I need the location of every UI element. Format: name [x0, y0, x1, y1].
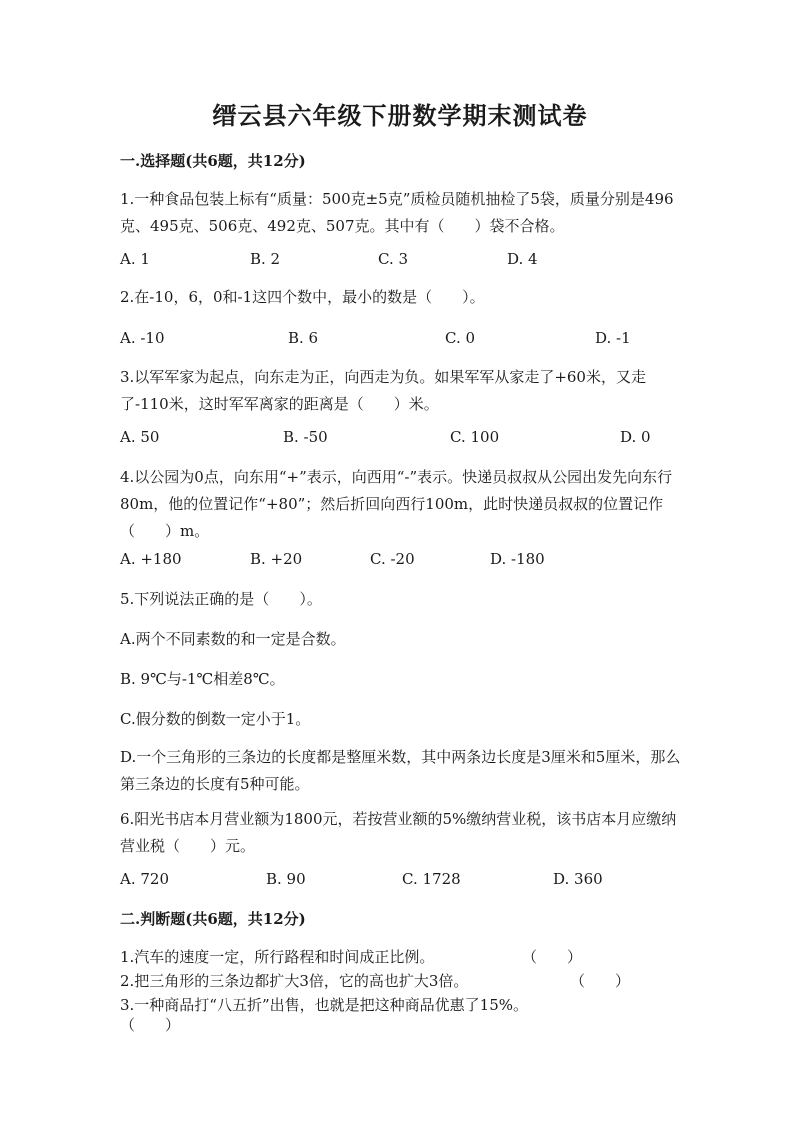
judgement-1-text: 1.汽车的速度一定，所行路程和时间成正比例。	[120, 948, 435, 966]
option-b: B. -50	[283, 428, 328, 446]
question-4-options	[120, 550, 680, 570]
option-b: B. 90	[266, 870, 306, 888]
option-c: C. 100	[450, 428, 500, 446]
question-5-option-c: C.假分数的倒数一定小于1。	[120, 710, 311, 728]
question-6-text: 6.阳光书店本月营业额为1800元，若按营业额的5%缴纳营业税，该书店本月应缴纳营业税（ ）元。	[120, 810, 677, 855]
page-title: 缙云县六年级下册数学期末测试卷	[212, 101, 588, 130]
question-4-text: 4.以公园为0点，向东用“+”表示，向西用“-”表示。快递员叔叔从公园出发先向东行80m，他的位置记作“+80”；然后折回向西行100m，此时快递员叔叔的位置记作（ ）m。	[120, 468, 673, 540]
option-b: B. +20	[250, 550, 303, 568]
question-5-option-b: B. 9℃与-1℃相差8℃。	[120, 670, 285, 688]
option-b: B. 2	[250, 250, 281, 268]
option-c: C. -20	[370, 550, 415, 568]
option-b: B. 6	[288, 329, 319, 347]
question-1-options	[120, 250, 680, 270]
option-a: A. -10	[120, 329, 165, 347]
question-3-text: 3.以军军家为起点，向东走为正，向西走为负。如果军军从家走了+60米，又走了-110米，这时军军离家的距离是（ ）米。	[120, 368, 646, 413]
question-5-option-d: D.一个三角形的三条边的长度都是整厘米数，其中两条边长度是3厘米和5厘米，那么第三条边的长度有5种可能。	[120, 748, 681, 793]
option-d: D. 360	[553, 870, 603, 888]
question-2-options	[120, 329, 680, 349]
option-a: A. 720	[120, 870, 169, 888]
question-5-text: 5.下列说法正确的是（ ）。	[120, 590, 322, 608]
answer-blank[interactable]: （ ）	[522, 948, 583, 966]
option-d: D. 4	[507, 250, 538, 268]
option-d: D. -180	[490, 550, 545, 568]
option-a: A. 1	[120, 250, 150, 268]
question-3-options	[120, 428, 680, 448]
option-a: A. 50	[120, 428, 160, 446]
question-6-options	[120, 870, 680, 890]
option-c: C. 1728	[402, 870, 461, 888]
option-d: D. -1	[595, 329, 631, 347]
question-5-option-a: A.两个不同素数的和一定是合数。	[120, 630, 346, 648]
answer-blank[interactable]: （ ）	[120, 1016, 181, 1034]
question-2-text: 2.在-10，6，0和-1这四个数中，最小的数是（ ）。	[120, 288, 485, 306]
judgement-3-text: 3.一种商品打“八五折”出售，也就是把这种商品优惠了15%。	[120, 996, 528, 1014]
judgement-1	[120, 946, 583, 967]
option-c: C. 3	[378, 250, 409, 268]
option-a: A. +180	[120, 550, 182, 568]
option-d: D. 0	[620, 428, 651, 446]
answer-blank[interactable]: （ ）	[570, 972, 631, 990]
question-1-text: 1.一种食品包装上标有“质量：500克±5克”质检员随机抽检了5袋，质量分别是496克、495克、506克、492克、507克。其中有（ ）袋不合格。	[120, 190, 674, 235]
section-heading-choice: 一.选择题(共6题，共12分)	[120, 152, 306, 170]
judgement-2-text: 2.把三角形的三条边都扩大3倍，它的高也扩大3倍。	[120, 972, 469, 990]
option-c: C. 0	[445, 329, 476, 347]
section-heading-judgement: 二.判断题(共6题，共12分)	[120, 910, 306, 928]
judgement-2	[120, 970, 631, 991]
